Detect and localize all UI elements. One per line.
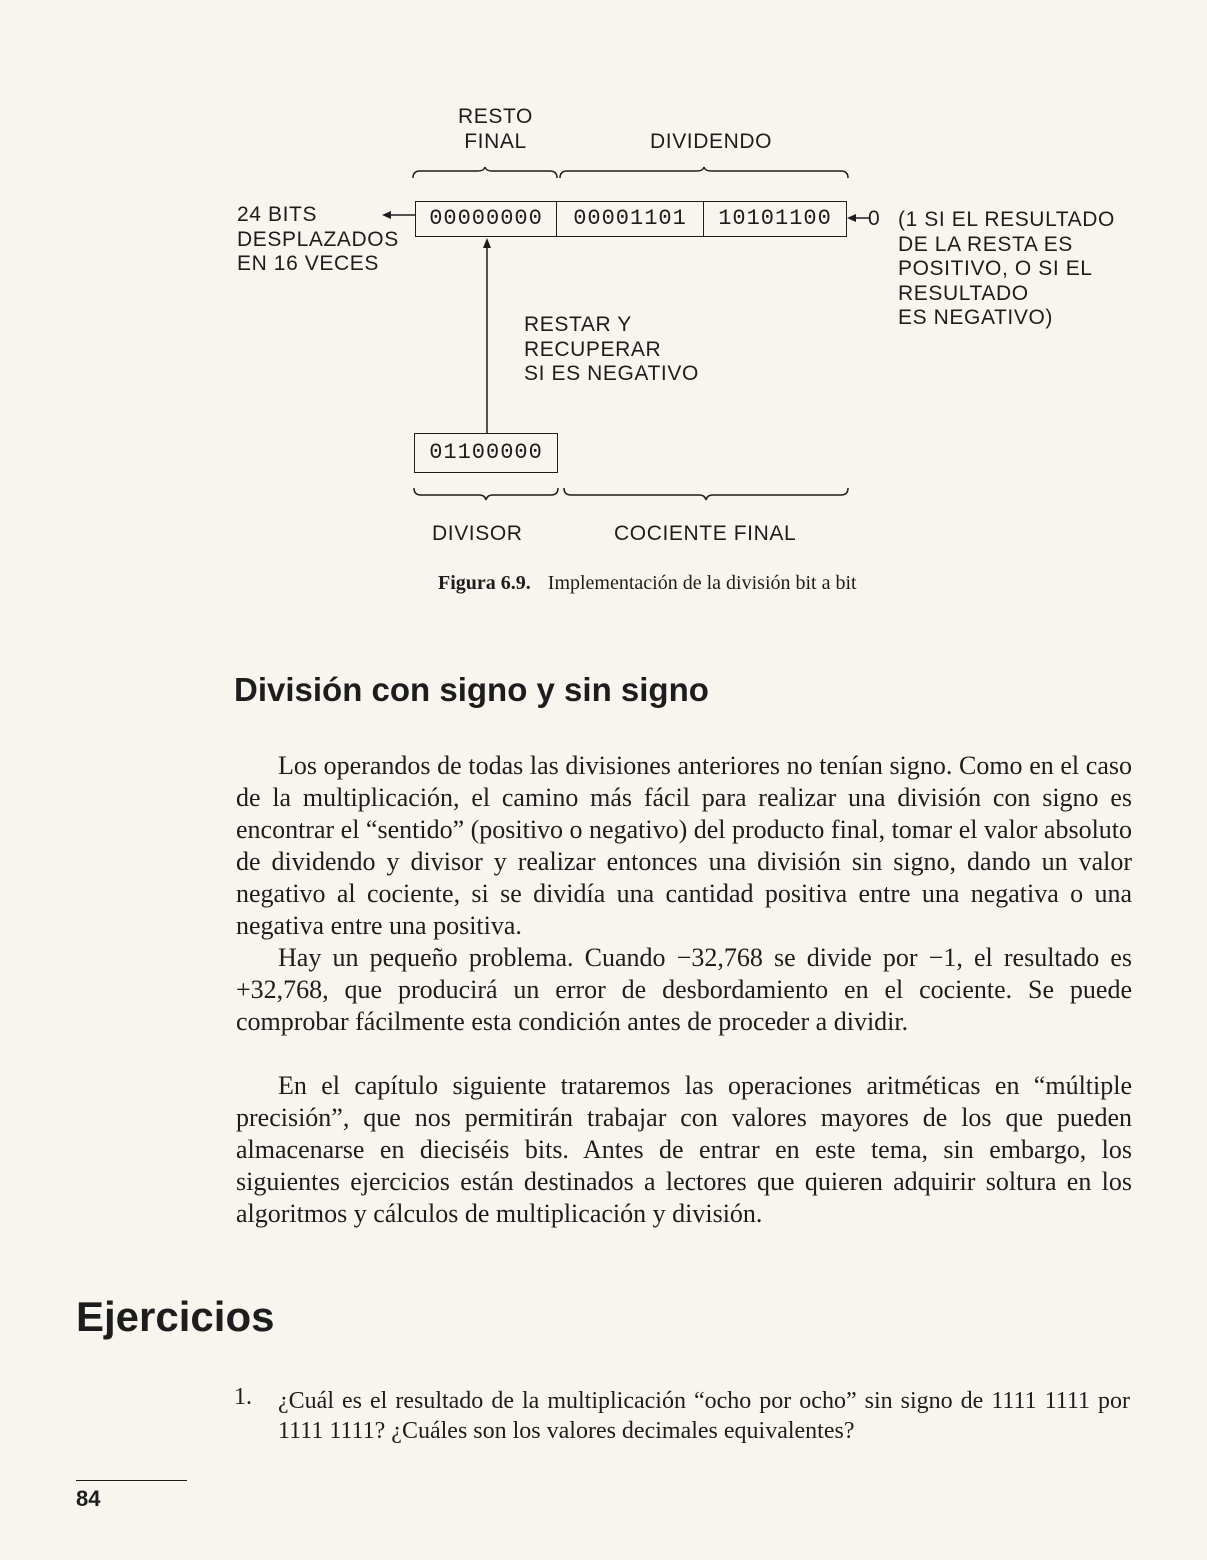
section-title: División con signo y sin signo (234, 671, 709, 708)
subtract-arrow (480, 237, 494, 435)
label-divisor: DIVISOR (432, 522, 523, 545)
paragraph-2: Hay un pequeño problema. Cuando −32,768 se divide por −1, el resultado es +32,768, que producirá un error de desbordamiento en el cociente. Se puede comprobar fácilmente esta condición antes de proceder a dividir. (236, 943, 1132, 1036)
shift-in-bit: 0 (868, 207, 881, 230)
label-bits-desplazados: 24 BITS DESPLAZADOS EN 16 VECES (237, 203, 399, 275)
figure-caption (438, 572, 857, 595)
page-number: 84 (76, 1486, 101, 1511)
shift-out-arrow (382, 208, 416, 222)
chapter-title: Ejercicios (76, 1293, 275, 1340)
brace-divisor (413, 486, 559, 502)
footer-rule (76, 1480, 187, 1481)
label-resto-final: RESTO FINAL (458, 105, 533, 153)
brace-cociente (563, 486, 849, 502)
exercise-text: ¿Cuál es el resultado de la multiplicación “ocho por ocho” sin signo de 1111 1111 por 1111 1111? ¿Cuáles son los valores decimales equivalentes? (278, 1388, 1130, 1444)
register-resto: 00000000 (415, 201, 557, 237)
label-restar: RESTAR Y RECUPERAR SI ES NEGATIVO (524, 313, 699, 385)
label-cociente: COCIENTE FINAL (614, 522, 797, 545)
register-dividendo-high: 00001101 (556, 201, 704, 237)
brace-dividendo (559, 166, 849, 182)
caption-label: Figura 6.9. (438, 572, 531, 594)
exercise-number: 1. (234, 1384, 252, 1410)
paragraph-3: En el capítulo siguiente trataremos las operaciones aritméticas en “múltiple precisión”, que nos permitirán trabajar con valores mayores de los que pueden almacenarse en dieciséis bits. Antes de entrar en este tema, sin embargo, los siguientes ejercicios están destinados a lectores que quieren adquirir soltura en los algoritmos y cálculos de multiplicación y división. (236, 1071, 1132, 1228)
label-resultado: (1 SI EL RESULTADO DE LA RESTA ES POSITIVO, O SI EL RESULTADO ES NEGATIVO) (898, 208, 1115, 329)
brace-resto (412, 166, 558, 182)
caption-text: Implementación de la división bit a bit (547, 572, 857, 594)
register-dividendo-low: 10101100 (703, 201, 847, 237)
label-dividendo: DIVIDENDO (650, 130, 773, 153)
paragraph-1: Los operandos de todas las divisiones anteriores no tenían signo. Como en el caso de la multiplicación, el camino más fácil para realizar una división con signo es encontrar el “sentido” (positivo o negativo) del producto final, tomar el valor absoluto de dividendo y divisor y realizar entonces una división sin signo, dando un valor negativo al cociente, si se dividía una cantidad positiva entre una negativa o una negativa entre una positiva. (236, 751, 1133, 940)
register-divisor: 01100000 (414, 433, 558, 473)
